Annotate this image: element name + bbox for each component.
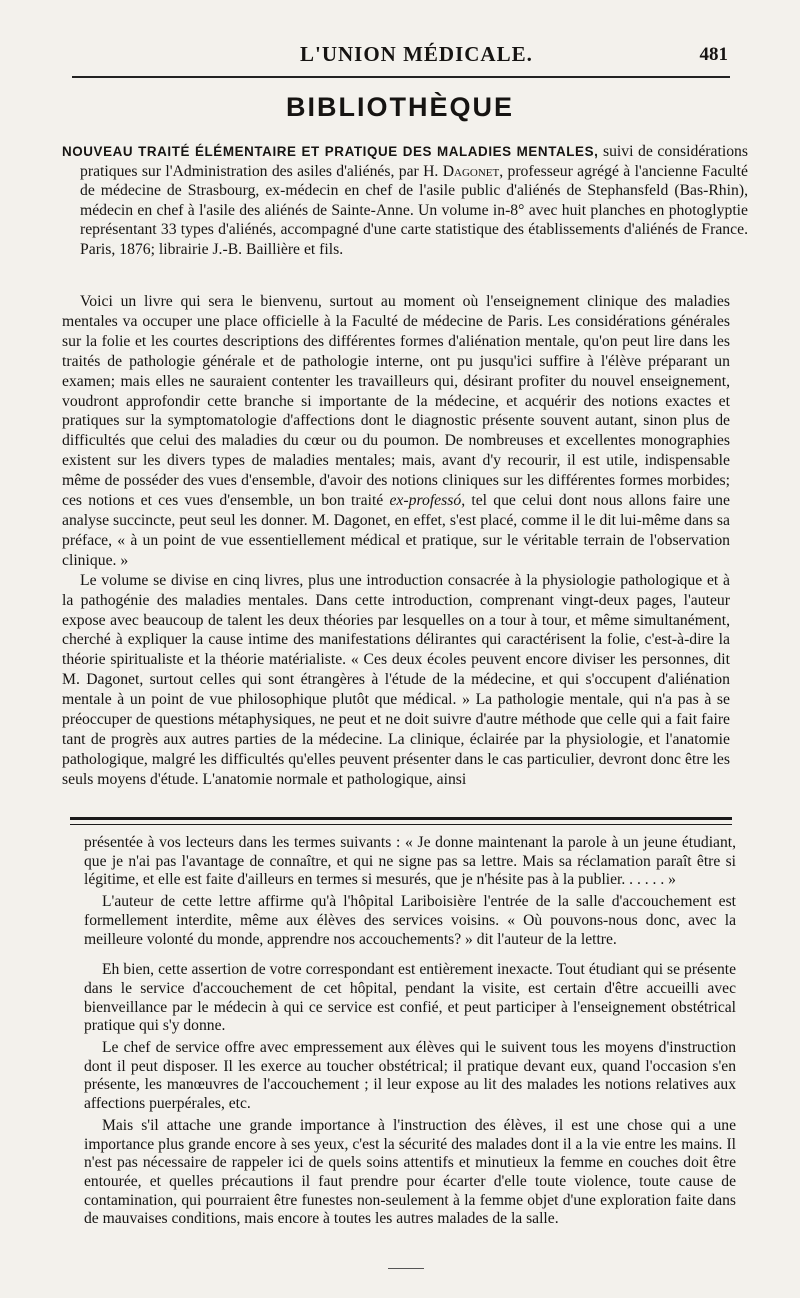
header-rule xyxy=(72,76,730,78)
section-title: BIBLIOTHÈQUE xyxy=(285,92,514,122)
bibliographic-entry xyxy=(62,142,748,260)
letter-paragraph: L'auteur de cette lettre affirme qu'à l'hôpital Lariboisière l'entrée de la salle d'accouchement est formellement interdite, même aux élèves des services voisins. « Où pouvons-nous donc, avec la meilleure volonté du monde, apprendre nos accouchements? » dit l'auteur de la lettre. xyxy=(84,893,736,948)
bottom-rule xyxy=(388,1268,424,1269)
book-title: NOUVEAU TRAITÉ ÉLÉMENTAIRE ET PRATIQUE DES MALADIES MENTALES, xyxy=(62,144,599,159)
entry-text-a: suivi de considérations pratiques sur l'Administration des asiles d'aliénés, par H. xyxy=(80,143,749,180)
running-head xyxy=(0,42,800,70)
letter-column xyxy=(84,834,736,1229)
letter-paragraph: Le chef de service offre avec empressement aux élèves qui le suivent tous les moyens d'instruction dont il peut disposer. Il les exerce au toucher obstétrical; il pratique devant eux, quand l'occasion s'en présente, les manœuvres de l'accouchement ; il leur expose au lit des malades les notions relatives aux affections puerpérales, etc. xyxy=(84,1039,736,1113)
review-paragraph: Le volume se divise en cinq livres, plus une introduction consacrée à la physiologie pathologique et à la pathogénie des maladies mentales. Dans cette introduction, comprenant vingt-deux pages, l'auteur expose avec beaucoup de talent les deux théories par lesquelles on a tour à tour, et même simultanément, cherché à expliquer la cause intime des manifestations délirantes qui caractérisent la folie, c'est-à-dire la théorie spiritualiste et la théorie matérialiste. « Ces deux écoles peuvent encore diviser les personnes, dit M. Dagonet, surtout celles qui sont étrangères à l'étude de la médecine, et qui s'occupent d'aliénation mentale à un point de vue philosophique plutôt que médical. » La pathologie mentale, qui n'a pas à se préoccuper de questions métaphysiques, ne peut et ne doit suivre d'autre méthode que celle qui a fait faire tant de progrès aux autres parties de la médecine. La clinique, éclairée par la physiologie, et l'anatomie pathologique, malgré les difficultés qu'elles peuvent présenter dans le cas particulier, devront donc être les seuls moyens d'étude. L'anatomie normale et pathologique, ainsi xyxy=(62,571,730,788)
review-italic: ex-professó xyxy=(389,492,462,510)
letter-paragraph: Mais s'il attache une grande importance à l'instruction des élèves, il est une chose qui a une importance plus grande encore à ses yeux, c'est la sécurité des malades dont il a la vie entre les mains. Il n'est pas nécessaire de rappeler ici de quels soins attentifs et minutieux la femme en couches doit être entourée, et quelles précautions il faut prendre pour écarter d'elle toute violence, toute cause de contamination, qui pourraient être funestes non-seulement à la femme objet d'une exploration faite dans de mauvaises conditions, mais encore à toutes les autres malades de la salle. xyxy=(84,1116,736,1228)
review-paragraph xyxy=(62,292,730,571)
page-number: 481 xyxy=(699,44,728,65)
running-title: L'UNION MÉDICALE. xyxy=(300,42,533,66)
section-divider-thick xyxy=(70,817,732,820)
section-divider-thin xyxy=(70,824,732,825)
author-name: Dagonet xyxy=(442,162,500,180)
letter-paragraph: Eh bien, cette assertion de votre correspondant est entièrement inexacte. Tout étudiant qui se présente dans le service d'accouchement de cet hôpital, pendant la visite, est certain d'être accueilli avec bienveillance par le médecin à qui ce service est confié, et peut participer à l'enseignement obstétrical pratique qui s'y donne. xyxy=(84,961,736,1035)
review-article xyxy=(62,292,730,790)
review-text: , tel que celui dont nous allons faire une analyse succincte, peut seul les donner. M. Dagonet, en effet, s'est placé, comme il le dit lui-même dans sa préface, « à un point de vue essentiellement médical et pratique, sur le véritable terrain de l'observation clinique. » xyxy=(62,492,730,569)
entry-text-b: , professeur agrégé à l'ancienne Faculté de médecine de Strasbourg, ex-médecin en chef de l'asile public d'aliénés de Stephansfeld (Bas-Rhin), médecin en chef à l'asile des aliénés de Sainte-Anne. Un volume in-8° avec huit planches en photoglyptie représentant 33 types d'aliénés, accompagné d'une carte statistique des établissements d'aliénés de France. Paris, 1876; librairie J.-B. Baillière et fils. xyxy=(80,162,749,258)
letter-paragraph: présentée à vos lecteurs dans les termes suivants : « Je donne maintenant la parole à un jeune étudiant, que je n'ai pas l'avantage de connaître, et qui ne signe pas sa lettre. Mais sa réclamation paraît être si légitime, et elle est faite d'ailleurs en termes si mesurés, que je n'hésite pas à la publier. . . . . . » xyxy=(84,834,736,889)
review-text: Voici un livre qui sera le bienvenu, surtout au moment où l'enseignement clinique des maladies mentales va occuper une place officielle à la Faculté de médecine de Paris. Les considérations générales sur la folie et les courtes descriptions des différentes formes d'aliénation mentale, qu'on peut lire dans les traités de pathologie générale et de pathologie interne, ont pu jusqu'ici suffire à l'élève préparant un examen; mais elles ne sauraient contenter les travailleurs qui, désirant profiter du nouvel enseignement, voudront approfondir cette branche si importante de la médecine, et acquérir des notions exactes et pratiques sur la symptomatologie d'affections dont le diagnostic présente souvent autant, sinon plus de difficultés que celui des maladies du cœur ou du poumon. De nombreuses et excellentes monographies existent sur les divers types de maladies mentales; mais, avant d'y recourir, il est utile, indispensable même de posséder des vues d'ensemble, d'avoir des notions cliniques sur les différentes formes morbides; ces notions et ces vues d'ensemble, un bon traité xyxy=(62,293,730,510)
